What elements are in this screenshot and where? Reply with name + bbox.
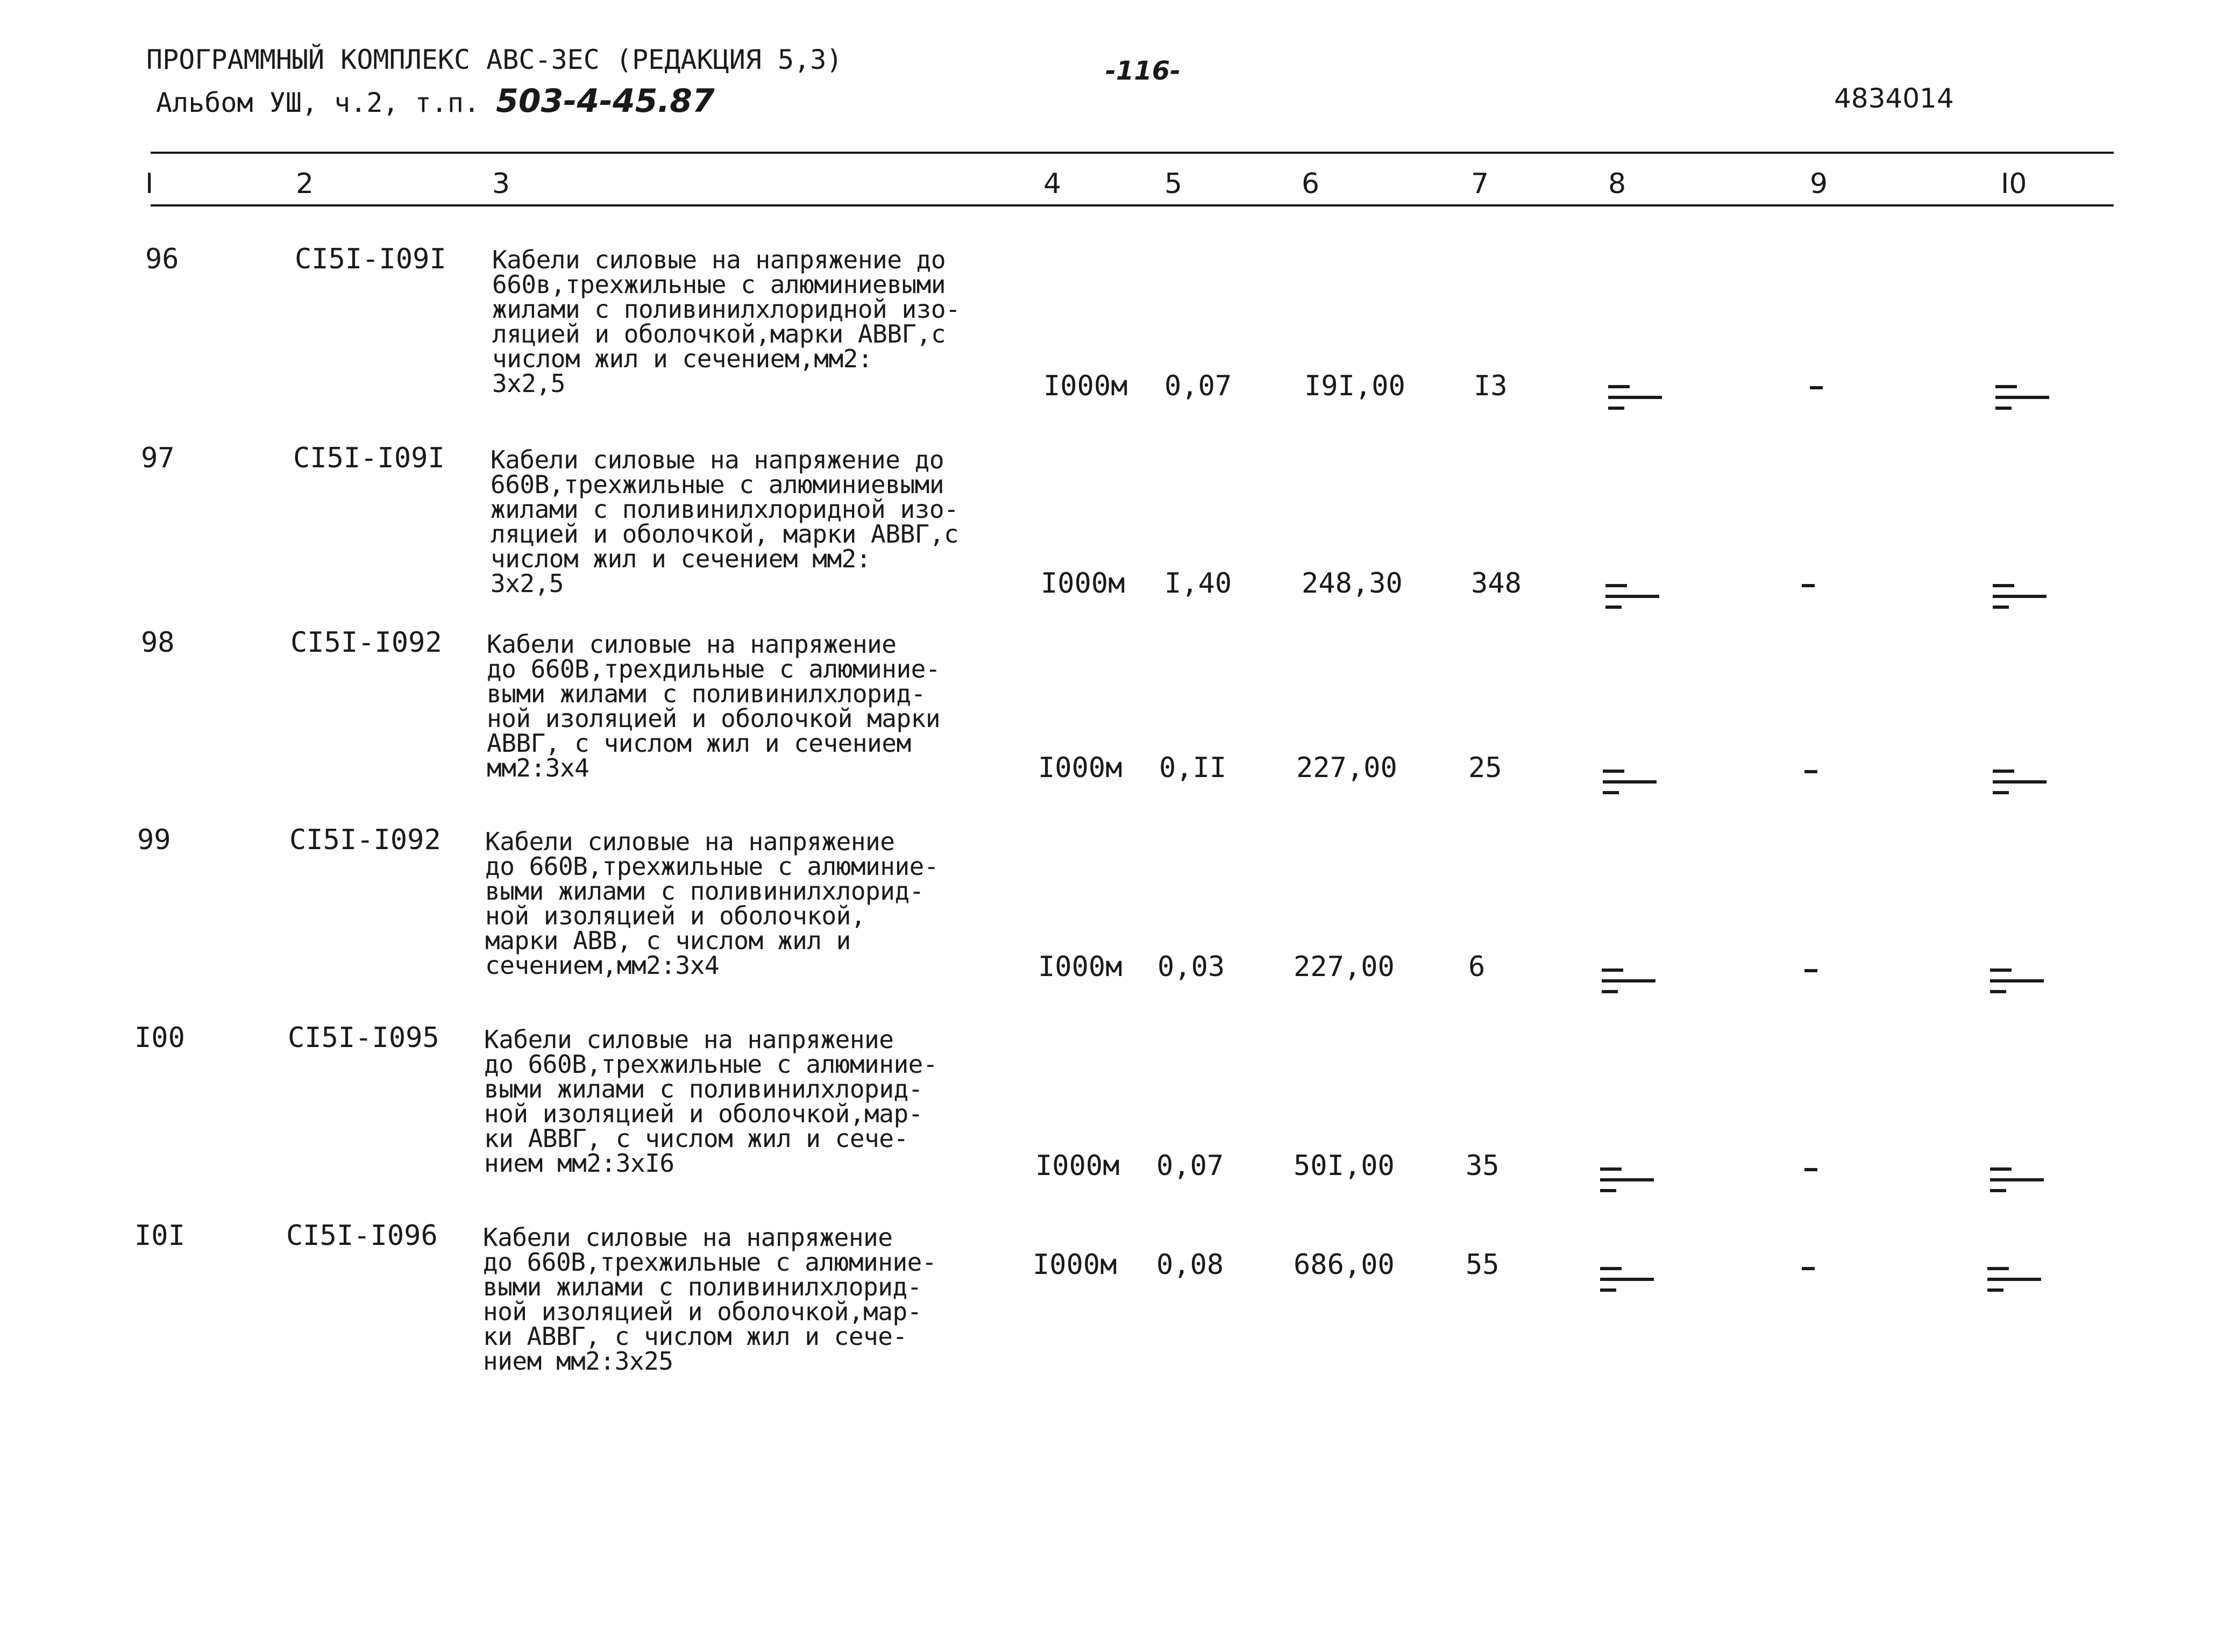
row-description: Кабели силовые на напряжение до 660В,трехжильные с алюминие- выми жилами с поливинилхлорид- ной изоляцией и оболочкой,мар- ки АВВГ, с числом жил и сече- нием мм2:3х25 <box>483 1223 937 1376</box>
column-header-6: 6 <box>1302 168 1320 200</box>
row-unit: I000м <box>1043 370 1128 402</box>
column-header-3: 3 <box>492 168 510 200</box>
row-price: I9I,00 <box>1304 370 1405 402</box>
row-description: Кабели силовые на напряжение до 660В,трехжильные с алюминиевыми жилами с поливинилхлоридной изо- ляцией и оболочкой, марки АВВГ,с числом жил и сечением мм2: 3х2,5 <box>491 445 959 598</box>
row-price: 227,00 <box>1296 752 1397 784</box>
row-description: Кабели силовые на напряжение до 660В,трехжильные с алюминие- выми жилами с поливинилхлорид- ной изоляцией и оболочкой,мар- ки АВВГ, с числом жил и сече- нием мм2:3хI6 <box>484 1025 938 1178</box>
dash-mark-icon <box>1987 1264 2047 1296</box>
row-number: 98 <box>141 626 175 659</box>
dash-icon <box>1810 386 1823 389</box>
dash-mark-icon <box>1608 382 1667 414</box>
dash-icon <box>1802 584 1815 587</box>
row-number: 99 <box>137 824 171 856</box>
row-price: 227,00 <box>1294 951 1395 983</box>
row-total: 348 <box>1471 567 1522 600</box>
column-header-9: 9 <box>1810 168 1828 200</box>
row-number: 96 <box>145 243 179 275</box>
row-unit: I000м <box>1035 1150 1120 1182</box>
row-quantity: I,40 <box>1164 567 1232 600</box>
column-header-2: 2 <box>296 168 314 200</box>
document-number: 4834014 <box>1834 83 1954 114</box>
row-price: 248,30 <box>1302 567 1403 600</box>
row-quantity: 0,03 <box>1157 951 1225 983</box>
row-code: CI5I-I096 <box>286 1220 438 1252</box>
row-total: 25 <box>1468 752 1502 784</box>
dash-icon <box>1804 1168 1817 1171</box>
row-total: 55 <box>1466 1249 1500 1281</box>
page-number: -116- <box>1105 56 1181 86</box>
dash-mark-icon <box>1990 1164 2049 1197</box>
row-unit: I000м <box>1041 567 1125 600</box>
row-code: CI5I-I09I <box>293 442 445 474</box>
row-code: CI5I-I092 <box>289 824 441 856</box>
project-number-handwritten: 503-4-45.87 <box>496 82 715 120</box>
row-total: 6 <box>1468 951 1486 983</box>
column-header-1: I <box>145 168 154 200</box>
dash-icon <box>1804 969 1817 972</box>
row-description: Кабели силовые на напряжение до 660В,трехдильные с алюминие- выми жилами с поливинилхлорид- ной изоляцией и оболочкой марки АВВГ, с числом жил и сечением мм2:3х4 <box>487 630 941 782</box>
album-reference-text: Альбом УШ, ч.2, т.п. <box>156 87 480 118</box>
row-quantity: 0,07 <box>1156 1150 1224 1182</box>
row-description: Кабели силовые на напряжение до 660В,трехжильные с алюминие- выми жилами с поливинилхлорид- ной изоляцией и оболочкой, марки АВВ, с числом жил и сечением,мм2:3х4 <box>485 827 939 980</box>
row-code: CI5I-I092 <box>290 626 442 659</box>
row-price: 686,00 <box>1294 1249 1395 1281</box>
row-unit: I000м <box>1033 1249 1117 1281</box>
row-number: 97 <box>141 442 175 474</box>
table-top-rule <box>151 152 2114 154</box>
row-unit: I000м <box>1038 752 1122 784</box>
dash-mark-icon <box>1990 965 2049 998</box>
row-code: CI5I-I095 <box>288 1022 439 1054</box>
row-quantity: 0,08 <box>1156 1249 1224 1281</box>
dash-mark-icon <box>1605 581 1665 613</box>
dash-mark-icon <box>1995 382 2055 414</box>
row-quantity: 0,II <box>1159 752 1227 784</box>
column-header-10: I0 <box>2001 168 2027 200</box>
row-code: CI5I-I09I <box>295 243 446 275</box>
dash-mark-icon <box>1602 965 1661 998</box>
row-number: I00 <box>134 1022 185 1054</box>
row-unit: I000м <box>1038 951 1122 983</box>
dash-mark-icon <box>1603 766 1662 799</box>
dash-icon <box>1804 770 1817 773</box>
dash-mark-icon <box>1600 1264 1659 1296</box>
row-number: I0I <box>134 1220 185 1252</box>
column-header-7: 7 <box>1471 168 1489 200</box>
header-album-reference <box>156 82 715 120</box>
row-total: I3 <box>1474 370 1508 402</box>
dash-mark-icon <box>1600 1164 1659 1197</box>
dash-mark-icon <box>1993 766 2052 799</box>
row-quantity: 0,07 <box>1164 370 1232 402</box>
column-header-8: 8 <box>1608 168 1626 200</box>
column-header-5: 5 <box>1164 168 1183 200</box>
dash-icon <box>1802 1267 1815 1270</box>
table-header-rule <box>151 204 2114 206</box>
dash-mark-icon <box>1993 581 2052 613</box>
row-description: Кабели силовые на напряжение до 660в,трехжильные с алюминиевыми жилами с поливинилхлоридной изо- ляцией и оболочкой,марки АВВГ,с числом жил и сечением,мм2: 3х2,5 <box>492 245 961 398</box>
row-total: 35 <box>1466 1150 1500 1182</box>
row-price: 50I,00 <box>1294 1150 1395 1182</box>
header-program-title: ПРОГРАММНЫЙ КОМПЛЕКС АВС-ЗЕС (РЕДАКЦИЯ 5,3) <box>146 44 843 75</box>
column-header-4: 4 <box>1043 168 1062 200</box>
